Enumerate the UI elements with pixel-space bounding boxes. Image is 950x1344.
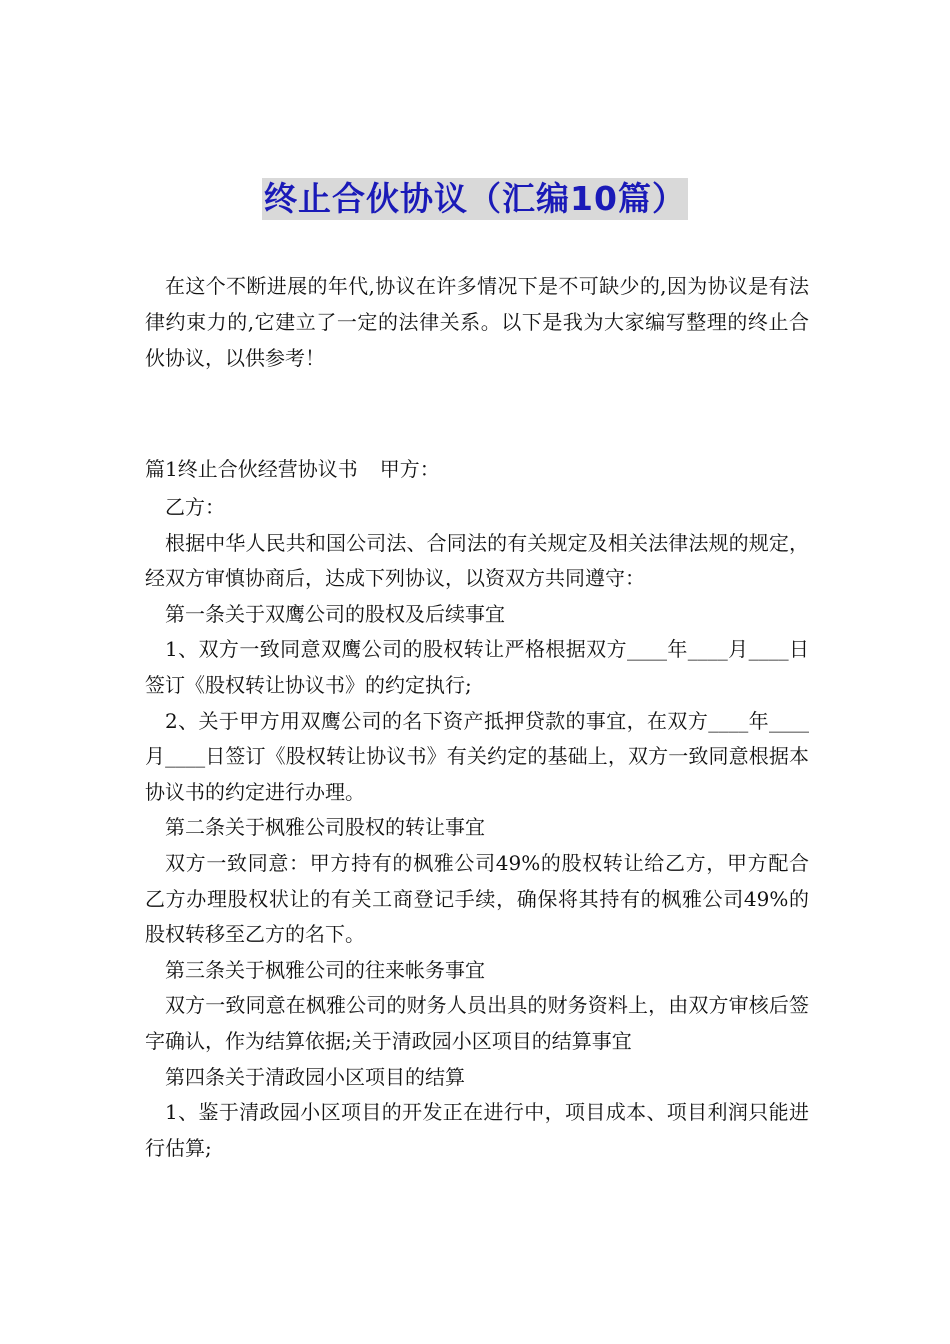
document-title: 终止合伙协议（汇编10篇） (264, 179, 686, 218)
preamble-paragraph: 根据中华人民共和国公司法、合同法的有关规定及相关法律法规的规定，经双方审慎协商后，达成下列协议，以资双方共同遵守： (145, 530, 809, 591)
party-b-label: 乙方： (165, 495, 225, 519)
party-a-label: 甲方： (379, 457, 440, 481)
article-2-body: 双方一致同意：甲方持有的枫雅公司49%的股权转让给乙方，甲方配合乙方办理股权状让的有关工商登记手续，确保将其持有的枫雅公司49%的股权转移至乙方的名下。 (145, 850, 809, 947)
article-1-heading: 第一条关于双鹰公司的股权及后续事宜 (165, 601, 505, 626)
article-1-clause-2: 2、关于甲方用双鹰公司的名下资产抵押贷款的事宜，在双方____年____月____日签订《股权转让协议书》有关约定的基础上，双方一致同意根据本协议书的约定进行办理。 (145, 708, 809, 804)
article-3-heading: 第三条关于枫雅公司的往来帐务事宜 (165, 957, 485, 982)
article-1-clause-1: 1、双方一致同意双鹰公司的股权转让严格根据双方____年____月____日签订《股权转让协议书》的约定执行; (145, 637, 809, 697)
title-container (0, 178, 950, 220)
article-4-heading: 第四条关于清政园小区项目的结算 (165, 1064, 465, 1089)
section-heading: 篇1终止合伙经营协议书 (145, 457, 358, 481)
article-3-body: 双方一致同意在枫雅公司的财务人员出具的财务资料上，由双方审核后签字确认，作为结算依据;关于清政园小区项目的结算事宜 (145, 993, 809, 1053)
section-heading-line (145, 452, 809, 487)
article-2-heading: 第二条关于枫雅公司股权的转让事宜 (165, 815, 485, 840)
agreement-body (145, 490, 809, 1166)
article-4-clause-1: 1、鉴于清政园小区项目的开发正在进行中，项目成本、项目利润只能进行估算; (145, 1100, 809, 1160)
intro-paragraph: 在这个不断进展的年代,协议在许多情况下是不可缺少的,因为协议是有法律约束力的,它建立了一定的法律关系。以下是我为大家编写整理的终止合伙协议，以供参考！ (145, 274, 809, 370)
